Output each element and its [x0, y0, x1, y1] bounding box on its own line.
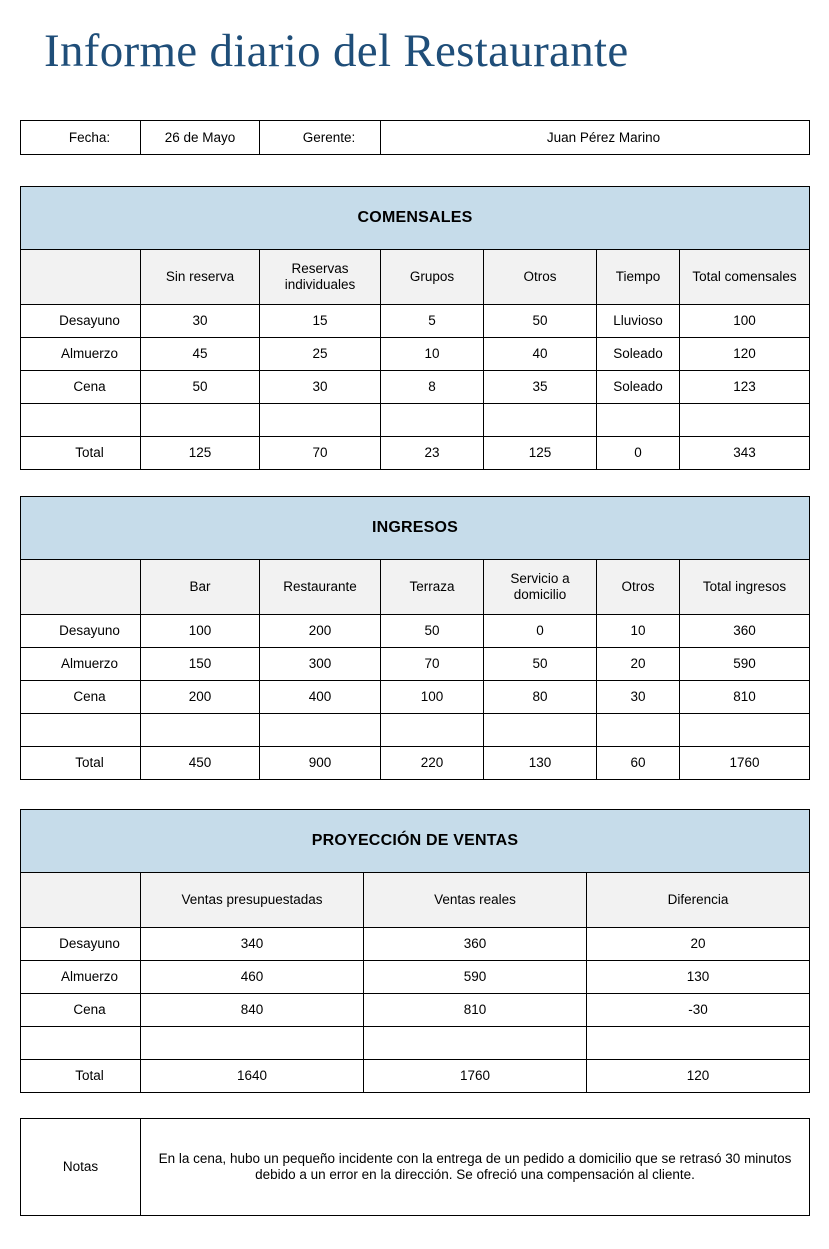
- row-label: Total: [21, 747, 141, 780]
- ventas-column-header-row: [21, 873, 810, 928]
- cell: 23: [381, 437, 484, 470]
- cell[interactable]: 25: [260, 338, 381, 371]
- cell[interactable]: 590: [364, 961, 587, 994]
- table-row: [21, 994, 810, 1027]
- cell[interactable]: [587, 1027, 810, 1060]
- ingresos-table: [20, 496, 810, 780]
- cell[interactable]: Soleado: [597, 338, 680, 371]
- column-header: Reservas individuales: [260, 250, 381, 305]
- cell[interactable]: [141, 1027, 364, 1060]
- cell[interactable]: 10: [597, 615, 680, 648]
- cell[interactable]: [680, 714, 810, 747]
- section-title-text: PROYECCIÓN DE VENTAS: [21, 810, 810, 873]
- notes-label: Notas: [21, 1119, 141, 1216]
- ingresos-column-header-row: [21, 560, 810, 615]
- table-row-total: [21, 437, 810, 470]
- cell[interactable]: 50: [141, 371, 260, 404]
- section-title-text: COMENSALES: [21, 187, 810, 250]
- cell[interactable]: [141, 714, 260, 747]
- cell[interactable]: 45: [141, 338, 260, 371]
- cell[interactable]: [597, 404, 680, 437]
- row-label: [21, 714, 141, 747]
- cell: 125: [484, 437, 597, 470]
- cell[interactable]: [484, 404, 597, 437]
- cell[interactable]: 8: [381, 371, 484, 404]
- column-header: [21, 873, 141, 928]
- cell[interactable]: 50: [484, 648, 597, 681]
- table-row-total: [21, 1060, 810, 1093]
- cell: 1640: [141, 1060, 364, 1093]
- comensales-column-header-row: [21, 250, 810, 305]
- column-header: Sin reserva: [141, 250, 260, 305]
- column-header: Grupos: [381, 250, 484, 305]
- row-label: Total: [21, 437, 141, 470]
- column-header: Total comensales: [680, 250, 810, 305]
- cell[interactable]: Lluvioso: [597, 305, 680, 338]
- cell[interactable]: 123: [680, 371, 810, 404]
- comensales-table: [20, 186, 810, 470]
- cell: 120: [587, 1060, 810, 1093]
- table-row: [21, 648, 810, 681]
- notes-text[interactable]: En la cena, hubo un pequeño incidente con la entrega de un pedido a domicilio que se retrasó 30 minutos debido a un error en la dirección. Se ofreció una compensación al cliente.: [141, 1119, 810, 1216]
- cell[interactable]: [141, 404, 260, 437]
- cell[interactable]: [381, 404, 484, 437]
- date-label: Fecha:: [21, 121, 141, 155]
- cell[interactable]: 20: [587, 928, 810, 961]
- cell[interactable]: 150: [141, 648, 260, 681]
- cell: 125: [141, 437, 260, 470]
- cell: 70: [260, 437, 381, 470]
- row-label: [21, 404, 141, 437]
- cell[interactable]: 460: [141, 961, 364, 994]
- cell[interactable]: 200: [141, 681, 260, 714]
- cell[interactable]: 590: [680, 648, 810, 681]
- table-row: [21, 615, 810, 648]
- cell[interactable]: 200: [260, 615, 381, 648]
- column-header: Ventas reales: [364, 873, 587, 928]
- row-label: Cena: [21, 681, 141, 714]
- column-header: Ventas presupuestadas: [141, 873, 364, 928]
- manager-label: Gerente:: [260, 121, 381, 155]
- cell: 1760: [680, 747, 810, 780]
- cell[interactable]: 340: [141, 928, 364, 961]
- cell[interactable]: 840: [141, 994, 364, 1027]
- table-row: [21, 928, 810, 961]
- cell[interactable]: 0: [484, 615, 597, 648]
- section-title-text: INGRESOS: [21, 497, 810, 560]
- notes-table: [20, 1118, 810, 1216]
- cell[interactable]: [597, 714, 680, 747]
- cell: 450: [141, 747, 260, 780]
- table-row-empty: [21, 404, 810, 437]
- cell: 60: [597, 747, 680, 780]
- cell[interactable]: 10: [381, 338, 484, 371]
- manager-value[interactable]: Juan Pérez Marino: [381, 121, 810, 155]
- column-header: Diferencia: [587, 873, 810, 928]
- report-info-table: [20, 120, 810, 155]
- column-header: Otros: [597, 560, 680, 615]
- cell[interactable]: 35: [484, 371, 597, 404]
- cell[interactable]: 20: [597, 648, 680, 681]
- cell: 343: [680, 437, 810, 470]
- row-label: Desayuno: [21, 305, 141, 338]
- row-label: Almuerzo: [21, 961, 141, 994]
- page-title: Informe diario del Restaurante: [44, 25, 629, 77]
- column-header: Tiempo: [597, 250, 680, 305]
- cell: 900: [260, 747, 381, 780]
- cell[interactable]: [364, 1027, 587, 1060]
- cell[interactable]: 5: [381, 305, 484, 338]
- cell[interactable]: 70: [381, 648, 484, 681]
- column-header: [21, 560, 141, 615]
- column-header: Servicio a domicilio: [484, 560, 597, 615]
- notes-row: [21, 1119, 810, 1216]
- column-header: Restaurante: [260, 560, 381, 615]
- cell[interactable]: 15: [260, 305, 381, 338]
- cell[interactable]: 40: [484, 338, 597, 371]
- cell[interactable]: [381, 714, 484, 747]
- cell[interactable]: 30: [597, 681, 680, 714]
- cell[interactable]: 360: [364, 928, 587, 961]
- cell[interactable]: 810: [680, 681, 810, 714]
- cell[interactable]: 50: [381, 615, 484, 648]
- cell: 1760: [364, 1060, 587, 1093]
- table-row: [21, 305, 810, 338]
- date-value[interactable]: 26 de Mayo: [141, 121, 260, 155]
- cell[interactable]: 130: [587, 961, 810, 994]
- column-header: Terraza: [381, 560, 484, 615]
- column-header: Total ingresos: [680, 560, 810, 615]
- cell[interactable]: [484, 714, 597, 747]
- ingresos-section-header: [21, 497, 810, 560]
- ventas-section-header: [21, 810, 810, 873]
- comensales-section-header: [21, 187, 810, 250]
- column-header: [21, 250, 141, 305]
- cell[interactable]: [680, 404, 810, 437]
- table-row-total: [21, 747, 810, 780]
- column-header: Otros: [484, 250, 597, 305]
- info-row: [21, 121, 810, 155]
- cell[interactable]: 360: [680, 615, 810, 648]
- row-label: Cena: [21, 371, 141, 404]
- cell[interactable]: 100: [680, 305, 810, 338]
- row-label: [21, 1027, 141, 1060]
- cell: 130: [484, 747, 597, 780]
- row-label: Almuerzo: [21, 338, 141, 371]
- cell[interactable]: 100: [141, 615, 260, 648]
- cell[interactable]: 30: [260, 371, 381, 404]
- cell[interactable]: 300: [260, 648, 381, 681]
- cell[interactable]: [260, 714, 381, 747]
- cell[interactable]: 100: [381, 681, 484, 714]
- cell[interactable]: -30: [587, 994, 810, 1027]
- cell[interactable]: 80: [484, 681, 597, 714]
- column-header: Bar: [141, 560, 260, 615]
- cell[interactable]: [260, 404, 381, 437]
- cell[interactable]: 810: [364, 994, 587, 1027]
- cell[interactable]: Soleado: [597, 371, 680, 404]
- row-label: Total: [21, 1060, 141, 1093]
- cell: 220: [381, 747, 484, 780]
- cell[interactable]: 30: [141, 305, 260, 338]
- proyeccion-ventas-table: [20, 809, 810, 1093]
- table-row-empty: [21, 1027, 810, 1060]
- cell[interactable]: 50: [484, 305, 597, 338]
- table-row: [21, 681, 810, 714]
- table-row: [21, 371, 810, 404]
- cell[interactable]: 120: [680, 338, 810, 371]
- row-label: Desayuno: [21, 615, 141, 648]
- row-label: Cena: [21, 994, 141, 1027]
- table-row-empty: [21, 714, 810, 747]
- cell: 0: [597, 437, 680, 470]
- table-row: [21, 961, 810, 994]
- table-row: [21, 338, 810, 371]
- row-label: Desayuno: [21, 928, 141, 961]
- row-label: Almuerzo: [21, 648, 141, 681]
- cell[interactable]: 400: [260, 681, 381, 714]
